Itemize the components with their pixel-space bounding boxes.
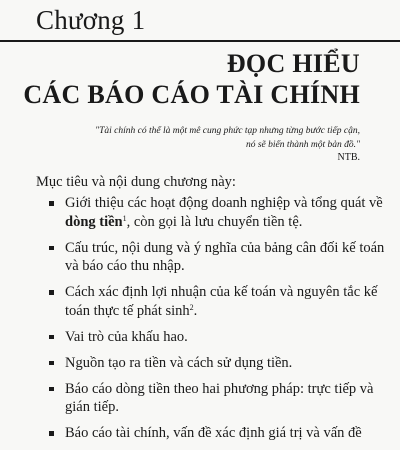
chapter-label: Chương 1 [36, 5, 146, 35]
list-item-line [65, 302, 368, 321]
list-item [48, 354, 368, 373]
chapter-title-line-1: ĐỌC HIỂU [226, 49, 360, 78]
list-item-line: gián tiếp. [65, 399, 119, 415]
key-term: dòng tiền [65, 213, 123, 230]
chapter-title-line-2: CÁC BÁO CÁO TÀI CHÍNH [23, 80, 360, 109]
chapter-divider [0, 40, 400, 42]
objectives-intro: Mục tiêu và nội dung chương này: [36, 174, 236, 190]
list-item [48, 328, 368, 347]
list-item-line: Nguồn tạo ra tiền và cách sử dụng tiền. [65, 354, 293, 371]
footnote-ref: 2 [189, 302, 194, 312]
list-item [48, 380, 374, 417]
epigraph-author: NTB. [337, 152, 360, 163]
list-item-line: Giới thiệu các hoạt động doanh nghiệp và tổng quát về [65, 195, 383, 211]
list-item-text: toán thực tế phát sinh [65, 302, 190, 319]
list-item-line: Báo cáo dòng tiền theo hai phương pháp: trực tiếp và [65, 380, 374, 397]
list-item-line: Vai trò của khấu hao. [65, 328, 188, 345]
list-item-line: Cấu trúc, nội dung và ý nghĩa của bảng cân đối kế toán [65, 239, 385, 256]
list-item-line [65, 213, 368, 232]
list-item [48, 239, 385, 276]
list-item-line: Cách xác định lợi nhuận của kế toán và nguyên tắc kế [65, 284, 378, 300]
epigraph-line-2: nó sẽ biến thành một bản đồ." [245, 140, 360, 150]
list-item-line: và báo cáo thu nhập. [65, 258, 185, 274]
list-item-text: . [193, 302, 198, 319]
list-item [48, 424, 368, 443]
list-item-text: , còn gọi là lưu chuyển tiền tệ. [126, 213, 303, 230]
epigraph-line-1: "Tài chính có thể là một mê cung phức tạp nhưng từng bước tiếp cận, [95, 126, 360, 136]
list-item [48, 194, 383, 231]
list-item-line: Báo cáo tài chính, vấn đề xác định giá trị và vấn đề [65, 425, 362, 441]
list-item [48, 283, 378, 320]
footnote-ref: 1 [122, 213, 127, 223]
objectives-list [48, 194, 385, 450]
